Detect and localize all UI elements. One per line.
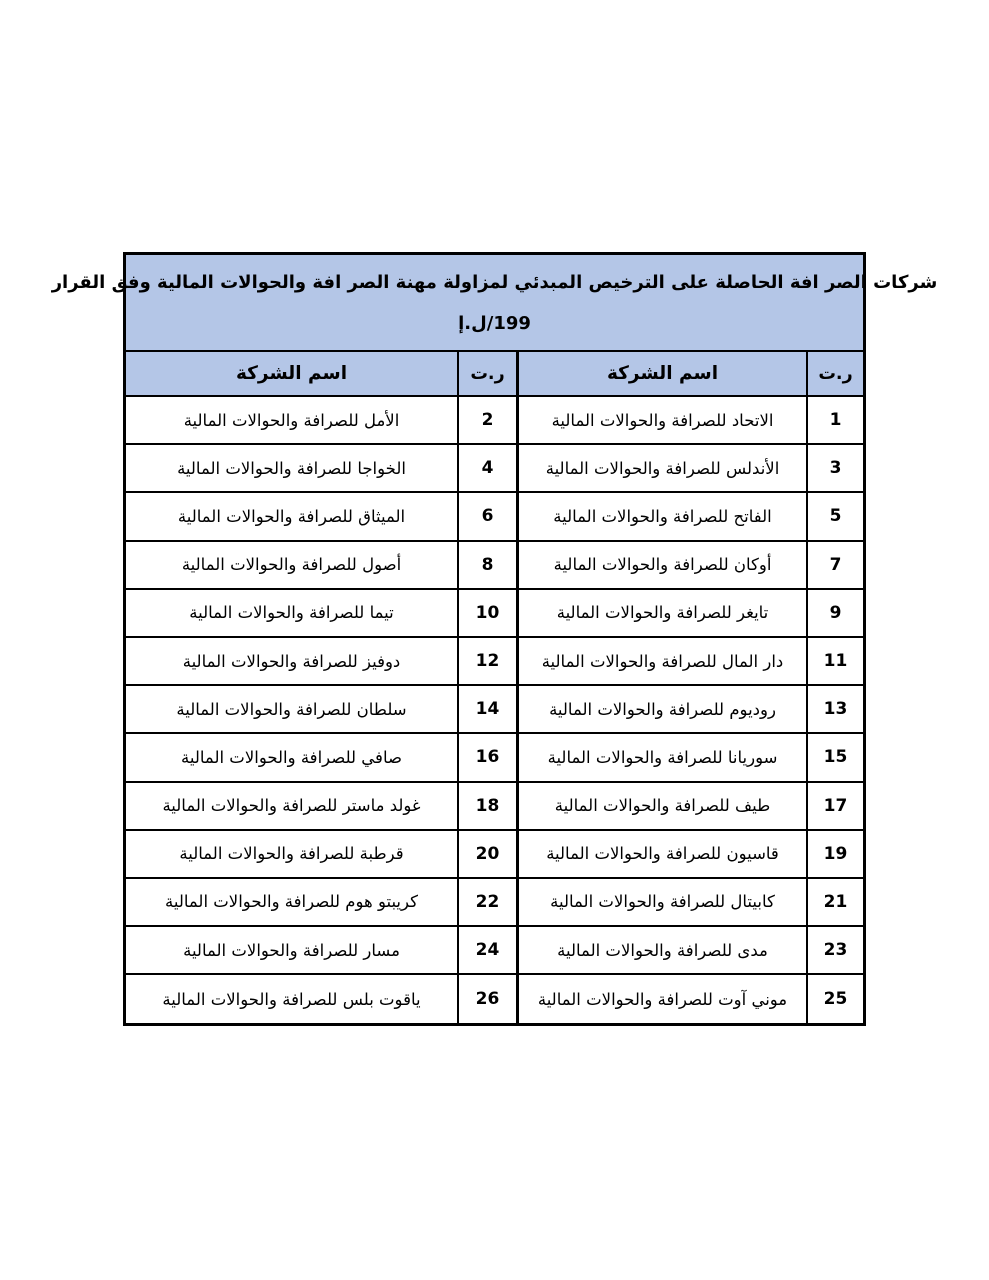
table-row: [126, 783, 863, 831]
table-row: [126, 638, 863, 686]
serial-cell: 2: [457, 397, 516, 443]
serial-cell: 19: [806, 831, 863, 877]
serial-header-left: ر.ت: [457, 352, 516, 395]
table-row: [126, 975, 863, 1023]
company-cell: أصول للصرافة والحوالات المالية: [181, 555, 402, 575]
serial-cell: 4: [457, 445, 516, 491]
table-title-cell: [51, 255, 938, 352]
company-cell: مدى للصرافة والحوالات المالية: [516, 927, 806, 973]
serial-cell: 1: [806, 397, 863, 443]
table-title-line-1: شركات الصر افة الحاصلة على الترخيص المبدئي لمزاولة مهنة الصر افة والحوالات المالية وفق القرار: [51, 271, 938, 293]
serial-cell: 16: [457, 734, 516, 780]
serial-cell: 17: [806, 783, 863, 829]
serial-cell: 9: [806, 590, 863, 636]
company-cell: الخواجا للصرافة والحوالات المالية: [177, 458, 406, 478]
table-row: [126, 831, 863, 879]
serial-cell: 8: [457, 542, 516, 588]
table-row: [126, 397, 863, 445]
serial-cell: 3: [806, 445, 863, 491]
company-cell: الأمل للصرافة والحوالات المالية: [183, 410, 400, 430]
serial-cell: 26: [457, 975, 516, 1023]
serial-cell: 12: [457, 638, 516, 684]
company-cell: مسار للصرافة والحوالات المالية: [183, 940, 400, 960]
table-row: [126, 879, 863, 927]
company-cell: كابيتال للصرافة والحوالات المالية: [516, 879, 806, 925]
company-cell: سوريانا للصرافة والحوالات المالية: [516, 734, 806, 780]
company-cell: تيما للصرافة والحوالات المالية: [189, 603, 394, 623]
company-header-left: اسم الشركة: [235, 363, 348, 384]
company-cell: سلطان للصرافة والحوالات المالية: [176, 699, 407, 719]
company-cell: قاسيون للصرافة والحوالات المالية: [516, 831, 806, 877]
company-cell: الاتحاد للصرافة والحوالات المالية: [516, 397, 806, 443]
serial-cell: 22: [457, 879, 516, 925]
serial-cell: 5: [806, 493, 863, 539]
company-cell: موني آوت للصرافة والحوالات المالية: [516, 975, 806, 1023]
company-cell: صافي للصرافة والحوالات المالية: [181, 747, 402, 767]
company-cell: الفاتح للصرافة والحوالات المالية: [516, 493, 806, 539]
serial-cell: 21: [806, 879, 863, 925]
serial-cell: 14: [457, 686, 516, 732]
serial-cell: 15: [806, 734, 863, 780]
table-row: [126, 445, 863, 493]
serial-header-right: ر.ت: [806, 352, 863, 395]
table-row: [126, 493, 863, 541]
company-cell: دار المال للصرافة والحوالات المالية: [516, 638, 806, 684]
company-cell: قرطبة للصرافة والحوالات المالية: [179, 844, 404, 864]
company-cell: كريبتو هوم للصرافة والحوالات المالية: [165, 892, 418, 912]
company-cell: ياقوت بلس للصرافة والحوالات المالية: [162, 989, 421, 1009]
company-cell: طيف للصرافة والحوالات المالية: [516, 783, 806, 829]
serial-cell: 25: [806, 975, 863, 1023]
company-cell: روديوم للصرافة والحوالات المالية: [516, 686, 806, 732]
company-cell: الميثاق للصرافة والحوالات المالية: [177, 506, 406, 526]
serial-cell: 11: [806, 638, 863, 684]
company-cell: الأندلس للصرافة والحوالات المالية: [516, 445, 806, 491]
serial-cell: 6: [457, 493, 516, 539]
table-row: [126, 590, 863, 638]
serial-cell: 24: [457, 927, 516, 973]
serial-cell: 20: [457, 831, 516, 877]
company-cell: دوفيز للصرافة والحوالات المالية: [182, 651, 401, 671]
table-row: [126, 686, 863, 734]
serial-cell: 7: [806, 542, 863, 588]
table-header-row: [126, 352, 863, 397]
company-cell: تايغر للصرافة والحوالات المالية: [516, 590, 806, 636]
serial-cell: 10: [457, 590, 516, 636]
serial-cell: 18: [457, 783, 516, 829]
company-header-right: اسم الشركة: [516, 352, 806, 395]
serial-cell: 23: [806, 927, 863, 973]
serial-cell: 13: [806, 686, 863, 732]
licensed-exchange-companies-table: [51, 252, 938, 1026]
table-row: [126, 927, 863, 975]
company-cell: غولد ماستر للصرافة والحوالات المالية: [162, 796, 421, 816]
table-row: [126, 542, 863, 590]
company-cell: أوكان للصرافة والحوالات المالية: [516, 542, 806, 588]
table-row: [126, 734, 863, 782]
table-title-line-2: 199/ل.إ: [458, 312, 531, 334]
